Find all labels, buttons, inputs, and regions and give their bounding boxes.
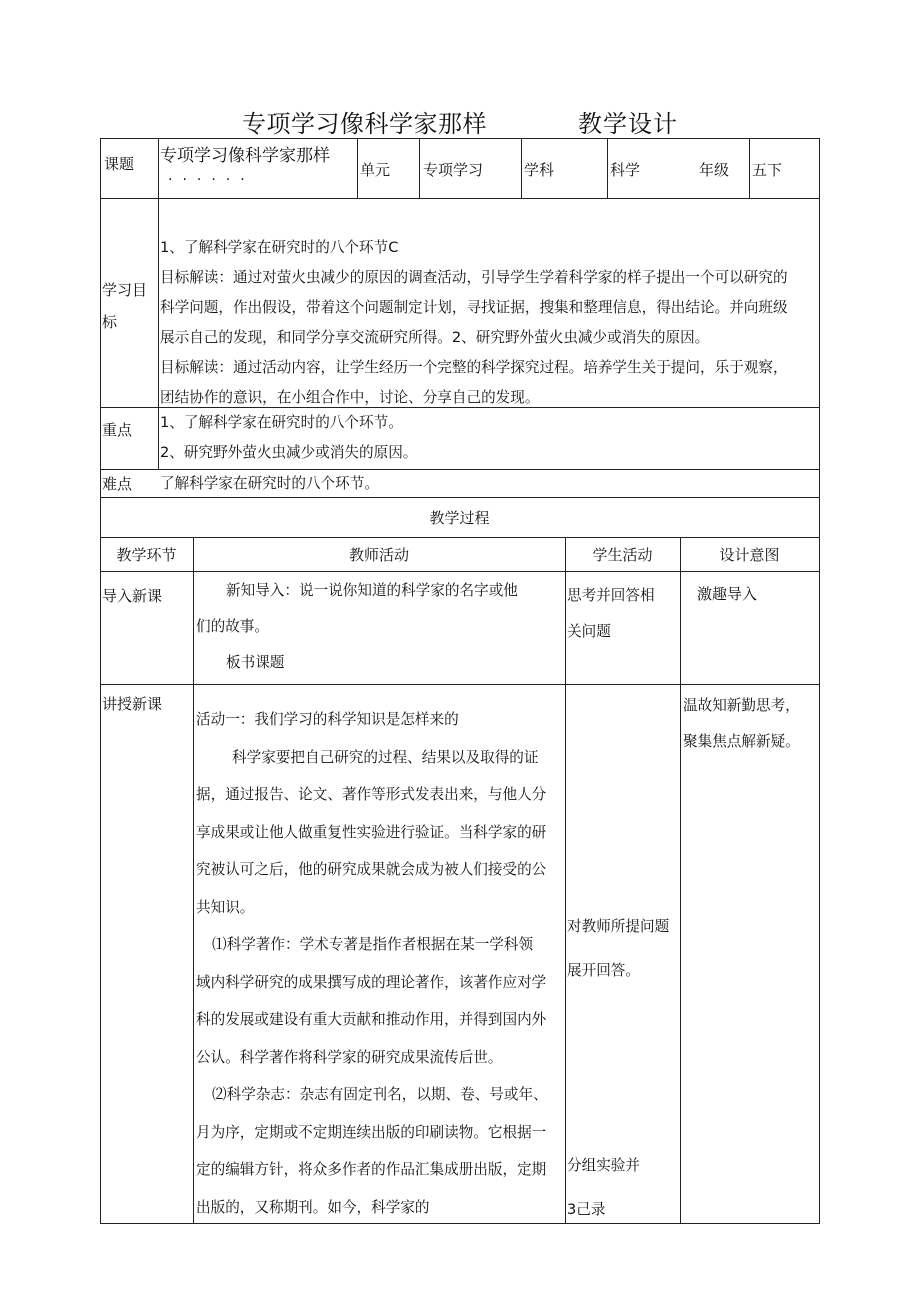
lecture-teacher-line: 究被认可之后，他的研究成果就会成为被人们接受的公 [196, 861, 547, 878]
lecture-intent-line: 温故知新勤思考， [683, 697, 800, 714]
goal-line: 展示自己的发现，和同学分享交流研究所得。2、研究野外萤火虫减少或消失的原因。 [160, 329, 710, 346]
lecture-teacher-line: 据，通过报告、论文、著作等形式发表出来，与他人分 [196, 786, 547, 803]
document-title-suffix: 教学设计 [578, 110, 678, 138]
col-divider [357, 138, 358, 198]
lecture-teacher-line: ⑵科学杂志：杂志有固定刊名，以期、卷、号或年、 [212, 1086, 548, 1103]
difficulty-label: 难点 [102, 475, 133, 493]
lecture-teacher-line: ⑴科学著作：学术专著是指作者根据在某一学科领 [212, 936, 534, 953]
table-border-top [100, 138, 819, 139]
row-divider [100, 469, 819, 470]
document-title [0, 104, 920, 138]
lecture-teacher-line: 活动一：我们学习的科学知识是怎样来的 [196, 711, 459, 728]
column-header-stage: 教学环节 [116, 546, 177, 564]
course-label: 课题 [104, 155, 135, 173]
document-title-main: 专项学习像科学家那样 [242, 110, 487, 138]
lecture-student-activity-b [567, 1144, 640, 1232]
lecture-teacher-line: 共知识。 [196, 898, 255, 916]
grade-label: 年级 [699, 161, 730, 179]
lecture-teacher-line: 出版的，又称期刊。如今，科学家的 [196, 1198, 430, 1216]
goal-line: 目标解读：通过活动内容，让学生经历一个完整的科学探究过程。培养学生关于提问，乐于观察， [160, 359, 788, 376]
lecture-student-line: 对教师所提问题 [567, 918, 670, 935]
lecture-teacher-line: 定的编辑方针，将众多作者的作品汇集成册出版，定期 [196, 1161, 547, 1178]
lecture-teacher-activity [196, 701, 548, 1226]
unit-label: 单元 [360, 161, 391, 179]
lecture-teacher-line: 科学家要把自己研究的过程、结果以及取得的证 [232, 748, 539, 766]
course-dots: ······ [168, 172, 255, 188]
goal-line: 团结协作的意识，在小组合作中，讨论、分享自己的发现。 [160, 389, 540, 406]
goals-text [160, 233, 788, 413]
col-divider [419, 138, 420, 198]
lecture-teacher-line: 域内科学研究的成果撰写成的理论著作，该著作应对学 [196, 973, 547, 991]
col-divider [607, 138, 608, 198]
process-heading: 教学过程 [429, 509, 490, 527]
lecture-teacher-line: 公认。科学著作将科学家的研究成果流传后世。 [196, 1048, 503, 1066]
lecture-student-line: 3己录 [567, 1201, 606, 1218]
lecture-teacher-line: 享成果或让他人做重复性实验进行验证。当科学家的研 [196, 823, 547, 841]
row-divider [100, 198, 819, 199]
key-point-line: 2、研究野外萤火虫减少或消失的原因。 [160, 444, 418, 461]
course-value: 专项学习像科学家那样 [160, 146, 330, 166]
col-divider [680, 537, 681, 1223]
intro-student-line: 思考并回答相 [567, 587, 655, 604]
unit-value: 专项学习 [423, 161, 484, 179]
column-header-student: 学生活动 [592, 546, 653, 564]
intro-student-line: 关问题 [567, 623, 611, 640]
goal-line: 1、了解科学家在研究时的八个环节C [160, 239, 399, 256]
column-header-intent: 设计意图 [719, 546, 780, 564]
grade-value: 五下 [752, 161, 783, 179]
col-divider [565, 537, 566, 1223]
col-divider [749, 138, 750, 198]
lecture-teacher-line: 月为序，定期或不定期连续出版的印刷读物。它根据一 [196, 1123, 547, 1141]
goal-line: 科学问题，作出假设，带着这个问题制定计划，寻找证据，搜集和整理信息，得出结论。并向班级 [160, 299, 788, 316]
intro-teacher-line: 板书课题 [226, 654, 285, 671]
subject-value: 科学 [610, 161, 641, 179]
row-divider [100, 684, 819, 685]
intro-stage: 导入新课 [102, 587, 163, 605]
column-header-teacher: 教师活动 [348, 546, 409, 564]
row-divider [100, 497, 819, 498]
col-divider [158, 138, 159, 470]
row-divider [100, 537, 819, 538]
goals-label-line2: 标 [102, 313, 118, 331]
col-divider [521, 138, 522, 198]
lecture-student-activity-a [567, 905, 669, 993]
col-divider [193, 537, 194, 1223]
key-points-text [160, 408, 417, 468]
lecture-student-line: 分组实验并 [567, 1157, 640, 1174]
row-divider [100, 571, 819, 572]
key-points-label: 重点 [102, 421, 133, 439]
goals-label-line1: 学习目 [102, 281, 148, 299]
difficulty-text: 了解科学家在研究时的八个环节。 [160, 475, 379, 492]
intro-teacher-line: 们的故事。 [196, 618, 269, 635]
lecture-stage: 讲授新课 [102, 695, 163, 713]
intro-student-activity [567, 578, 655, 650]
lecture-intent-line: 聚集焦点解新疑。 [683, 733, 800, 750]
lecture-student-line: 展开回答。 [567, 962, 640, 979]
intro-teacher-activity [196, 573, 518, 681]
intro-intent: 激趣导入 [697, 585, 758, 603]
subject-label: 学科 [524, 161, 555, 179]
key-point-line: 1、了解科学家在研究时的八个环节。 [160, 414, 403, 431]
lecture-intent [683, 688, 800, 760]
intro-teacher-line: 新知导入：说一说你知道的科学家的名字或他 [226, 582, 518, 599]
table-border-left [100, 138, 101, 1224]
lecture-teacher-line: 科的发展或建设有重大贡献和推动作用，并得到国内外 [196, 1011, 547, 1028]
table-border-right [819, 138, 820, 1224]
goal-line: 目标解读：通过对萤火虫减少的原因的调查活动，引导学生学着科学家的样子提出一个可以研究的 [160, 269, 788, 286]
